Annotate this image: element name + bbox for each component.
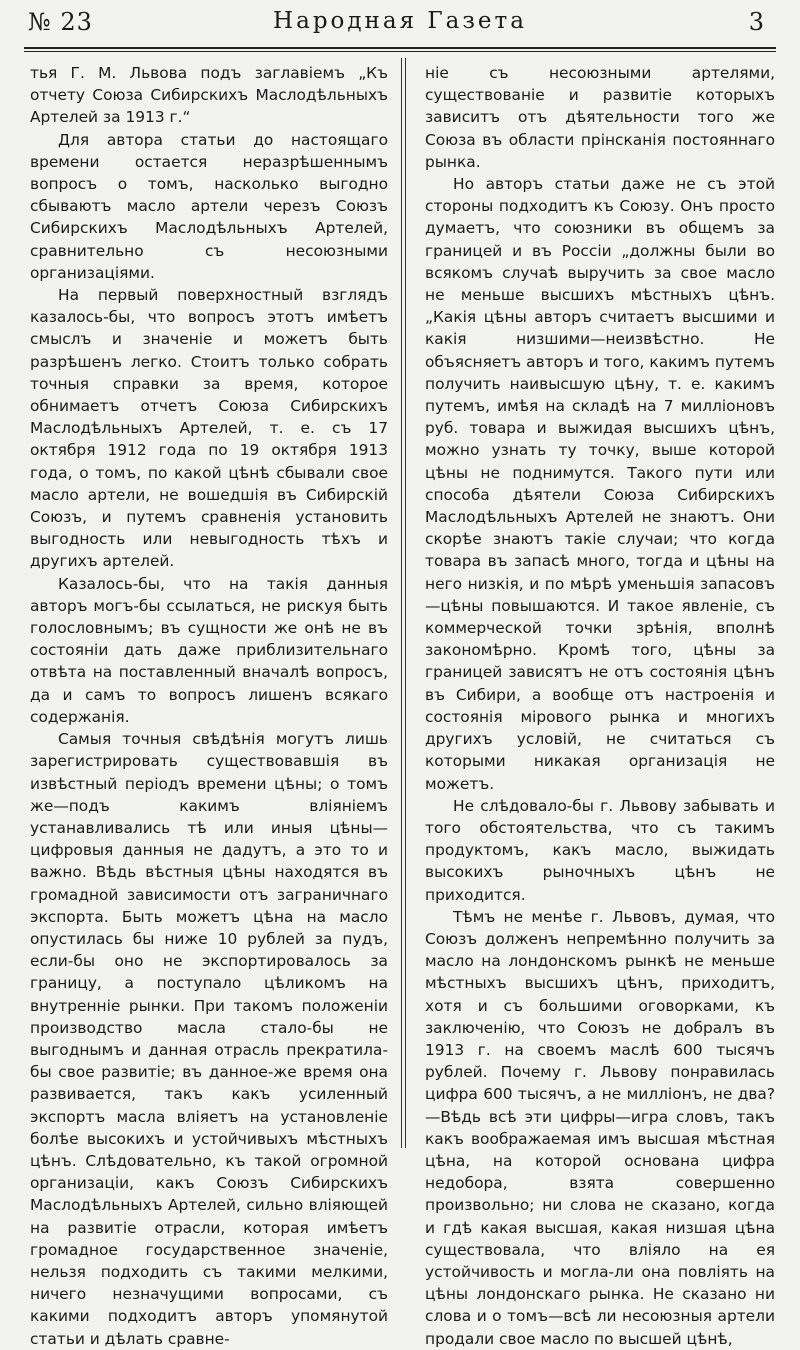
page-header [0, 0, 800, 52]
left-column [30, 62, 388, 1350]
paragraph: Но авторъ статьи даже не съ этой стороны подходитъ къ Союзу. Онъ просто думаетъ, что союзники въ общемъ за границей и въ Россіи „должны были во всякомъ случаѣ выручить за свое масло не меньше высшихъ мѣстныхъ цѣнъ. „Какія цѣны авторъ считаетъ высшими и какія низшими—неизвѣстно. Не объясняетъ авторъ и того, какимъ путемъ получить наивысшую цѣну, т. е. какимъ путемъ, имѣя на складѣ на 7 милліоновъ руб. товара и выжидая высшихъ цѣнъ, можно узнать ту точку, выше которой цѣны не поднимутся. Такого пути или способа дѣятели Союза Сибирскихъ Маслодѣльныхъ Артелей не знаютъ. Они скорѣе знаютъ такіе случаи; что когда товара въ запасѣ много, тогда и цѣны на него низкія, и по мѣрѣ уменьшія запасовъ—цѣны повышаются. И такое явленіе, съ коммерческой точки зрѣнія, вполнѣ закономѣрно. Кромѣ того, цѣны за границей зависятъ не отъ состоянія цѣнъ въ Сибири, а вообще отъ настроенія и состоянія мірового рынка и многихъ другихъ условій, не считаться съ которыми никакая организація не можетъ. [425, 175, 775, 793]
paragraph: Казалось-бы, что на такія данныя авторъ могъ-бы ссылаться, не рискуя быть голословнымъ; въ сущности же онѣ не въ состояніи дать даже приблизительнаго отвѣта на поставленный вначалѣ вопросъ, да и самъ то вопросъ лишенъ всякаго содержанія. [30, 574, 388, 726]
newspaper-title: Народная Газета [273, 8, 527, 34]
paragraph: Тѣмъ не менѣе г. Львовъ, думая, что Союзъ долженъ непремѣнно получить за масло на лондонскомъ рынкѣ не меньше мѣстныхъ высшихъ цѣнъ, приходитъ, хотя и съ большими оговорками, къ заключенію, что Союзъ не добралъ въ 1913 г. на своемъ маслѣ 600 тысячъ рублей. Почему г. Львову понравилась цифра 600 тысячъ, а не милліонъ, не два?—Вѣдь всѣ эти цифры—игра словъ, такъ какъ воображаемая имъ высшая мѣстная цѣна, на которой основана цифра недобора, взята совершенно произвольно; ни слова не сказано, когда и гдѣ какая высшая, какая низшая цѣна существовала, что вліяло на ея устойчивость и могла-ли она повліять на цѣны лондонскаго рынка. Не сказано ни слова и о томъ—всѣ ли несоюзныя артели продали свое масло по высшей цѣнѣ, [425, 907, 775, 1348]
column-divider-left [401, 58, 402, 1148]
paragraph: тья Г. М. Львова подъ заглавіемъ „Къ отчету Союза Сибирскихъ Маслодѣльныхъ Артелей за 1913 г.“ [30, 64, 388, 127]
paragraph: Самыя точныя свѣдѣнія могутъ лишь зарегистрировать существовавшія въ извѣстный періодъ времени цѣны; о томъ же—подъ какимъ вліяніемъ устанавливались тѣ или иныя цѣны—цифровыя данныя не дадутъ, а это то и важно. Вѣдь вѣстныя цѣны находятся въ громадной зависимости отъ заграничнаго экспорта. Быть можетъ цѣна на масло опустилась бы ниже 10 рублей за пудъ, если-бы оно не экспортировалось за границу, а поступало цѣликомъ на внутренніе рынки. При такомъ положеніи производство масла стало-бы не выгоднымъ и данная отрасль прекратила-бы свое развитіе; въ данное-же время она развивается, такъ какъ усиленный экспортъ масла вліяетъ на установленіе болѣе высокихъ и устойчивыхъ мѣстныхъ цѣнъ. Слѣдовательно, къ такой огромной организаціи, какъ Союзъ Сибирскихъ Маслодѣльныхъ Артелей, сильно вліяющей на развитіе отрасли, которая имѣетъ громадное государственное значеніе, нельзя подходить съ такими мелкими, ничего незначущими вопросами, съ какими подходитъ авторъ упомянутой статьи и дѣлать сравне- [30, 730, 388, 1348]
header-rule-top [24, 47, 776, 49]
paragraph: Для автора статьи до настоящаго времени остается неразрѣшеннымъ вопросъ о томъ, насколько выгодно сбываютъ масло артели черезъ Союзъ Сибирскихъ Маслодѣльныхъ Артелей, сравнительно съ несоюзными организаціями. [30, 130, 388, 282]
right-column [425, 62, 775, 1350]
header-rule-bottom [24, 51, 776, 52]
column-divider-right [405, 58, 406, 1148]
paragraph: ніе съ несоюзными артелями, существованіе и развитіе которыхъ зависитъ отъ дѣятельности того же Союза въ области прінсканія постояннаго рынка. [425, 64, 775, 171]
paragraph: На первый поверхностный взглядъ казалось-бы, что вопросъ этотъ имѣетъ смыслъ и значеніе и можетъ быть разрѣшенъ легко. Стоитъ только собрать точныя справки за время, которое обнимаетъ отчетъ Союза Сибирскихъ Маслодѣльныхъ Артелей, т. е. съ 17 октября 1912 года по 19 октября 1913 года, о томъ, по какой цѣнѣ сбывали свое масло артели, не вошедшія въ Сибирскій Союзъ, и путемъ сравненія установить выгодность или невыгодность тѣхъ и другихъ артелей. [30, 286, 388, 571]
paragraph: Не слѣдовало-бы г. Львову забывать и того обстоятельства, что съ такимъ продуктомъ, какъ масло, выжидать высокихъ рыночныхъ цѣнъ не приходится. [425, 796, 775, 904]
issue-number: № 23 [28, 8, 93, 36]
page-number: 3 [748, 8, 764, 36]
